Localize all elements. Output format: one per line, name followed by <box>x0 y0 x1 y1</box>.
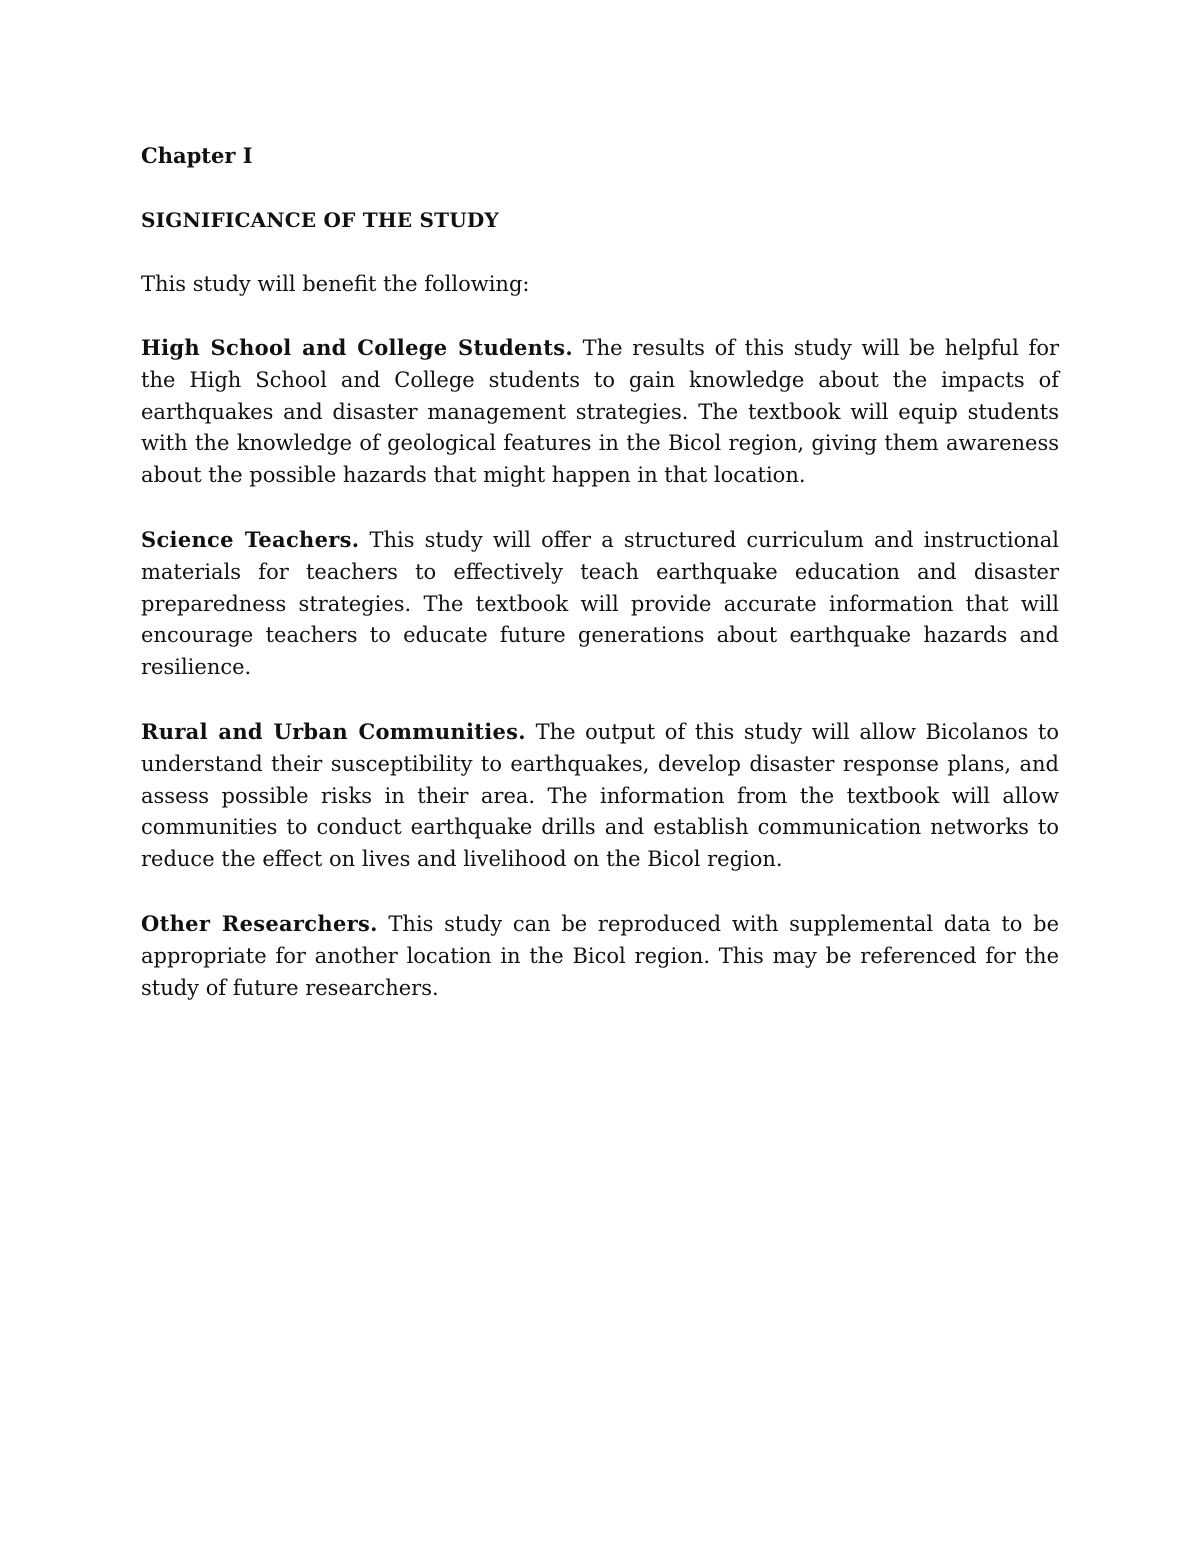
paragraph-lead: Other Researchers. <box>141 910 378 936</box>
section-heading: SIGNIFICANCE OF THE STUDY <box>141 208 499 232</box>
paragraph-researchers <box>141 908 1059 1004</box>
paragraph-lead: Science Teachers. <box>141 526 360 552</box>
paragraph-lead: Rural and Urban Communities. <box>141 718 526 744</box>
paragraph-body: The output of this study will allow Bicolanos to understand their susceptibility to earthquakes, develop disaster response plans, and assess possible risks in their area. The information from the textbook will allow communities to conduct earthquake drills and establish communication networks to reduce the effect on lives and livelihood on the Bicol region. <box>141 719 1060 872</box>
paragraph-teachers <box>141 524 1059 684</box>
paragraph-lead: High School and College Students. <box>141 335 573 360</box>
paragraph-communities <box>141 716 1059 876</box>
chapter-label: Chapter I <box>141 143 253 168</box>
paragraph-body: This study will offer a structured curriculum and instructional materials for teachers to effectively teach earthquake education and disaster preparedness strategies. The textbook will provide accurate information that will encourage teachers to educate future generations about earthquake hazards and resilience. <box>141 527 1059 680</box>
paragraph-students <box>141 332 1059 492</box>
paragraph-body: This study can be reproduced with supplemental data to be appropriate for another location in the Bicol region. This may be referenced for the study of future researchers. <box>141 911 1059 1000</box>
intro-text: This study will benefit the following: <box>141 272 530 296</box>
paragraph-body: The results of this study will be helpful for the High School and College students to gain knowledge about the impacts of earthquakes and disaster management strategies. The textbook will equip students with the knowledge of geological features in the Bicol region, giving them awareness about the possible hazards that might happen in that location. <box>141 336 1059 488</box>
document-page <box>141 140 1059 1004</box>
